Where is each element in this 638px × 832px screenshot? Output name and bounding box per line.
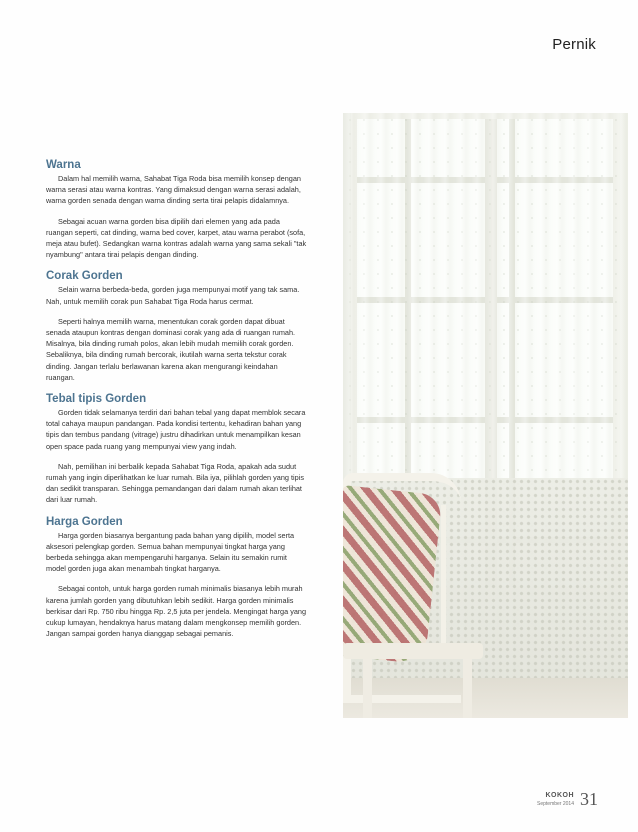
magazine-issue: September 2014 (537, 801, 574, 807)
heading-tebal-tipis: Tebal tipis Gorden (46, 393, 147, 406)
heading-corak-gorden: Corak Gorden (46, 270, 123, 283)
paragraph: Sebagai acuan warna gorden bisa dipilih dari elemen yang ada pada ruangan seperti, cat dinding, warna bed cover, karpet, atau warna perabot (sofa, meja atau bufet). Sedangkan warna kontras adalah warna yang sama sekali "tak nyambung" antara tirai pelapis dengan dinding. (46, 216, 307, 260)
paragraph: Nah, pemilihan ini berbalik kepada Sahabat Tiga Roda, apakah ada sudut rumah yang ingin diperlihatkan ke luar rumah. Bila iya, pilihlah gorden yang tipis dan sedikit transparan. Sehingga pemandangan dari dalam rumah akan terlihat dari luar rumah. (46, 461, 304, 505)
chair-leg (363, 659, 372, 718)
section-corak-gorden (46, 269, 308, 383)
chair-spindle (441, 505, 446, 645)
paragraph: Harga gorden biasanya bergantung pada bahan yang dipilih, model serta aksesori pelengkap gorden. Semua bahan mempunyai tingkat harga yang berbeda sehingga akan mempengaruhi harganya. Selain itu semakin rumit model gorden juga akan menambah tingkat harganya. (46, 530, 295, 574)
magazine-name: KOKOH (545, 792, 574, 799)
section-harga-gorden (46, 515, 308, 640)
section-tebal-tipis (46, 392, 308, 506)
page-number: 31 (580, 789, 598, 809)
paragraph: Seperti halnya memilih warna, menentukan corak gorden dapat dibuat senada ataupun kontras dengan dominasi corak yang ada di ruangan rumah. Misalnya, bila dinding rumah polos, akan lebih mudah memilih corak gorden. Sebaliknya, bila dinding rumah bercorak, ikutilah warna serta tekstur corak dinding. Jangan terlalu berlawanan karena akan mengurangi keindahan ruangan. (46, 316, 296, 382)
paragraph: Sebagai contoh, untuk harga gorden rumah minimalis biasanya lebih murah karena jumlah gorden yang dibutuhkan lebih sedikit. Harga gorden minimalis berkisar dari Rp. 750 ribu hingga Rp. 2,5 juta per jendela. Mengingat harga yang cukup lumayan, hendaknya harus matang dalam mengkonsep memilih gorden. Jangan sampai gorden hanya dianggap sebagai pemanis. (46, 584, 307, 639)
curtain-photo (343, 113, 628, 718)
paragraph: Gorden tidak selamanya terdiri dari bahan tebal yang dapat memblok secara total cahaya maupun pandangan. Pada kondisi tertentu, kehadiran bahan yang tipis dan tembus pandang (vitrage) justru dihadirkan untuk menampilkan kesan open space pada ruang yang mempunyai view yang indah. (46, 408, 306, 451)
section-label: Pernik (552, 36, 596, 53)
paragraph: Selain warna berbeda-beda, gorden juga mempunyai motif yang tak sama. Nah, untuk memilih corak pun Sahabat Tiga Roda harus cermat. (46, 285, 300, 306)
section-warna (46, 158, 308, 260)
heading-harga-gorden: Harga Gorden (46, 515, 123, 528)
paragraph: Dalam hal memilih warna, Sahabat Tiga Roda bisa memilih konsep dengan warna serasi atau warna kontras. Yang dimaksud dengan warna serasi adalah, warna gorden senada dengan warna dinding serta tirai pelapis didalamnya. (46, 174, 301, 206)
chair-seat (343, 643, 483, 659)
page-footer (537, 790, 598, 808)
chair-leg (463, 659, 472, 718)
magazine-info (537, 792, 574, 808)
article-body (46, 158, 308, 649)
heading-warna: Warna (46, 159, 81, 171)
